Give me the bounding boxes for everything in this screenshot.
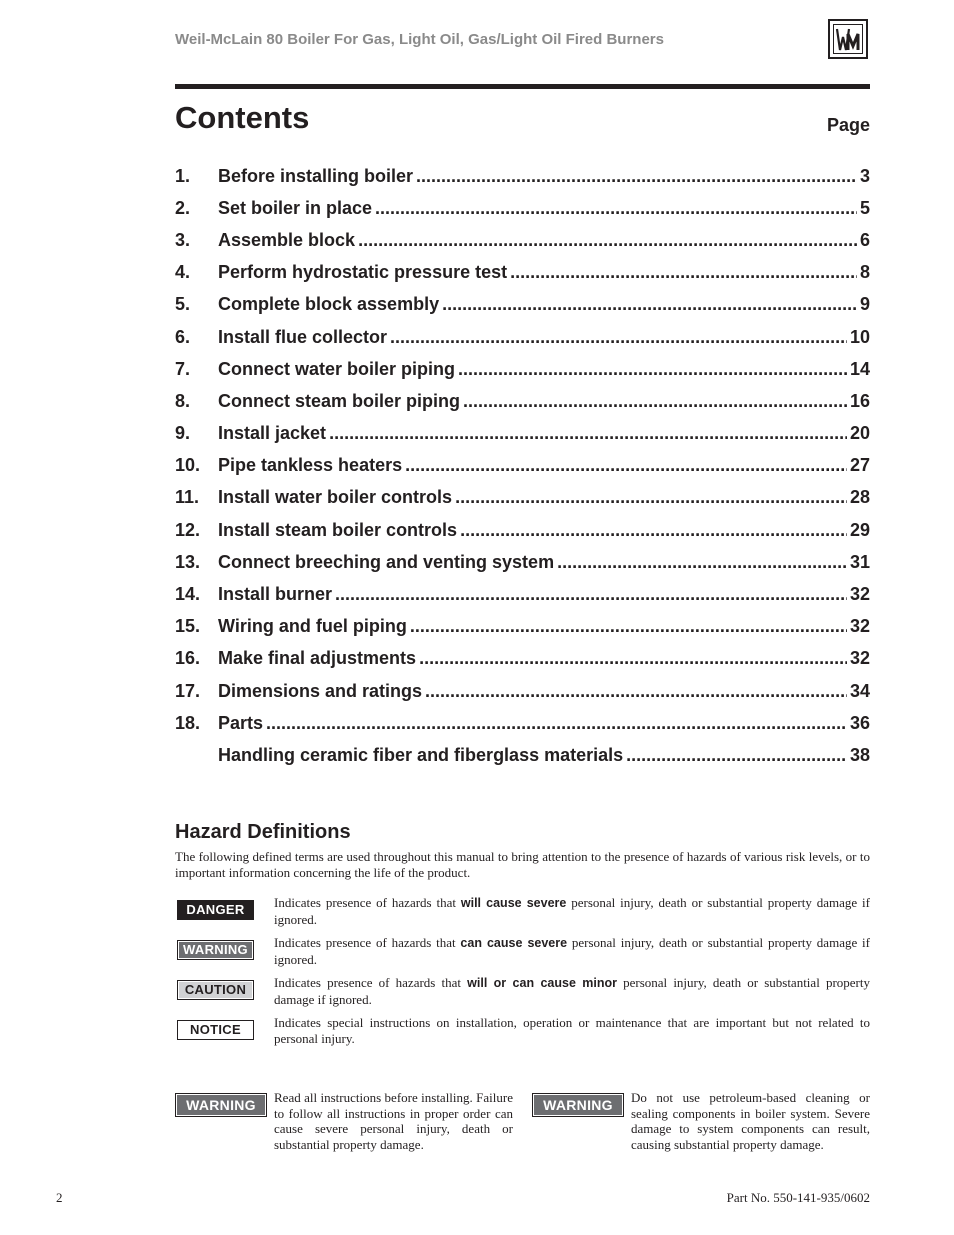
toc-item-title: Parts xyxy=(218,712,264,733)
toc-dot-leader xyxy=(329,423,847,444)
toc-item-page: 3 xyxy=(859,165,870,186)
notice-description: Indicates special instructions on installation, operation or maintenance that are important but not related to personal injury. xyxy=(274,1015,870,1046)
toc-item-page: 6 xyxy=(859,229,870,250)
toc-item-title: Handling ceramic fiber and fiberglass materials xyxy=(218,744,624,765)
toc-item xyxy=(175,675,870,707)
toc-item-title: Install burner xyxy=(218,584,333,605)
toc-item-page: 20 xyxy=(849,423,870,444)
toc-item-page: 32 xyxy=(849,648,870,669)
toc-item-number: 1. xyxy=(175,165,191,186)
toc-item-number: 14. xyxy=(175,584,201,605)
toc-item-number: 12. xyxy=(175,519,201,540)
toc-dot-leader xyxy=(416,166,857,187)
toc-item-page: 34 xyxy=(849,680,870,701)
toc-dot-leader xyxy=(460,520,847,541)
toc-item-number: 7. xyxy=(175,358,191,379)
toc-item-number: 15. xyxy=(175,616,201,637)
hazard-danger-row xyxy=(175,895,870,929)
toc-item xyxy=(175,257,870,289)
toc-item xyxy=(175,643,870,675)
toc-item-number: 11. xyxy=(175,487,200,508)
toc-item-page: 10 xyxy=(849,326,870,347)
notice-badge: NOTICE xyxy=(177,1020,254,1040)
danger-badge: DANGER xyxy=(177,900,254,920)
warning-badge-right: WARNING xyxy=(532,1093,624,1117)
toc-dot-leader xyxy=(358,230,857,251)
toc-item-number: 5. xyxy=(175,294,191,315)
hazard-caution-row xyxy=(175,975,870,1009)
toc-item xyxy=(175,192,870,224)
toc-item-page: 16 xyxy=(849,390,870,411)
wm-monogram-icon xyxy=(834,26,864,54)
toc-item xyxy=(175,224,870,256)
toc-dot-leader xyxy=(455,487,847,508)
toc-dot-leader xyxy=(510,262,857,283)
toc-item-number: 10. xyxy=(175,455,201,476)
footer-page-number: 2 xyxy=(56,1190,63,1205)
toc-item xyxy=(175,450,870,482)
toc-item-title: Install water boiler controls xyxy=(218,487,453,508)
footer-part-number: Part No. 550-141-935/0602 xyxy=(726,1190,870,1205)
toc-item xyxy=(175,385,870,417)
toc-item-page: 27 xyxy=(849,455,870,476)
toc-item xyxy=(175,482,870,514)
toc-item xyxy=(175,321,870,353)
toc-dot-leader xyxy=(266,713,847,734)
toc-dot-leader xyxy=(419,648,847,669)
toc-item-title: Assemble block xyxy=(218,229,356,250)
toc-item-page: 36 xyxy=(849,712,870,733)
warning-description: Indicates presence of hazards that can cause severe personal injury, death or substantial property damage if ignored. xyxy=(274,935,870,967)
toc-item xyxy=(175,546,870,578)
toc-item-page: 29 xyxy=(849,519,870,540)
toc-dot-leader xyxy=(390,327,847,348)
contents-title: Contents xyxy=(175,100,310,135)
toc-item xyxy=(175,707,870,739)
toc-item xyxy=(175,289,870,321)
toc-item xyxy=(175,578,870,610)
toc-item-title: Make final adjustments xyxy=(218,648,417,669)
warning-text-left: Read all instructions before installing. Failure to follow all instructions in proper order can cause severe personal injury, death or substantial property damage. xyxy=(274,1090,513,1152)
toc-item xyxy=(175,611,870,643)
header-rule xyxy=(175,84,870,89)
toc-item-title: Perform hydrostatic pressure test xyxy=(218,262,508,283)
toc-item-page: 31 xyxy=(849,551,870,572)
toc-item xyxy=(175,160,870,192)
toc-item-number: 13. xyxy=(175,551,201,572)
toc-item-number: 4. xyxy=(175,262,191,283)
toc-item-title: Connect breeching and venting system xyxy=(218,551,555,572)
header-title: Weil-McLain 80 Boiler For Gas, Light Oil, Gas/Light Oil Fired Burners xyxy=(175,31,664,48)
toc-item-title: Wiring and fuel piping xyxy=(218,616,407,637)
toc-dot-leader xyxy=(463,391,847,412)
toc-dot-leader xyxy=(557,552,847,573)
caution-badge: CAUTION xyxy=(177,980,254,1000)
hazard-intro-text: The following defined terms are used throughout this manual to bring attention to the presence of hazards of various risk levels, or to important information concerning the life of the product. xyxy=(175,849,870,880)
toc-dot-leader xyxy=(405,455,847,476)
toc-item-title: Install flue collector xyxy=(218,326,388,347)
toc-item-number: 3. xyxy=(175,229,191,250)
toc-item xyxy=(175,418,870,450)
toc-dot-leader xyxy=(335,584,847,605)
toc-item xyxy=(175,514,870,546)
toc-item-title: Install steam boiler controls xyxy=(218,519,458,540)
hazard-definitions-title: Hazard Definitions xyxy=(175,821,351,843)
toc-dot-leader xyxy=(626,745,847,766)
page-column-label: Page xyxy=(826,115,870,135)
toc-item xyxy=(175,739,870,771)
toc-item-number: 17. xyxy=(175,680,201,701)
weil-mclain-logo-icon xyxy=(828,19,868,59)
hazard-notice-row xyxy=(175,1015,870,1049)
toc-item-page: 9 xyxy=(859,294,870,315)
warning-badge-left: WARNING xyxy=(175,1093,267,1117)
toc-item-page: 8 xyxy=(859,262,870,283)
toc-dot-leader xyxy=(458,359,847,380)
toc-item-number: 2. xyxy=(175,197,191,218)
toc-item-title: Pipe tankless heaters xyxy=(218,455,403,476)
toc-item-page: 5 xyxy=(859,197,870,218)
caution-description: Indicates presence of hazards that will or can cause minor personal injury, death or substantial property damage if ignored. xyxy=(274,975,870,1007)
toc-dot-leader xyxy=(410,616,847,637)
toc-item-number: 9. xyxy=(175,423,191,444)
toc-item-title: Install jacket xyxy=(218,423,327,444)
toc-item-number: 6. xyxy=(175,326,191,347)
toc-item-page: 14 xyxy=(849,358,870,379)
toc-dot-leader xyxy=(425,681,847,702)
toc-item-title: Connect steam boiler piping xyxy=(218,390,461,411)
toc-item-title: Complete block assembly xyxy=(218,294,440,315)
table-of-contents xyxy=(175,160,870,772)
toc-dot-leader xyxy=(442,294,857,315)
toc-item xyxy=(175,353,870,385)
toc-item-page: 38 xyxy=(849,744,870,765)
warning-badge: WARNING xyxy=(177,940,254,960)
toc-item-title: Connect water boiler piping xyxy=(218,358,456,379)
danger-description: Indicates presence of hazards that will cause severe personal injury, death or substantial property damage if ignored. xyxy=(274,895,870,927)
warning-text-right: Do not use petroleum-based cleaning or sealing components in boiler system. Severe damage to system components can result, causing substantial property damage. xyxy=(631,1090,870,1152)
toc-item-number: 8. xyxy=(175,390,191,411)
toc-item-title: Dimensions and ratings xyxy=(218,680,423,701)
toc-item-number: 16. xyxy=(175,648,201,669)
toc-item-page: 28 xyxy=(849,487,870,508)
toc-item-number: 18. xyxy=(175,712,201,733)
toc-item-page: 32 xyxy=(849,616,870,637)
toc-item-title: Before installing boiler xyxy=(218,165,414,186)
toc-item-title: Set boiler in place xyxy=(218,197,373,218)
toc-dot-leader xyxy=(375,198,857,219)
toc-item-page: 32 xyxy=(849,584,870,605)
hazard-warning-row xyxy=(175,935,870,969)
